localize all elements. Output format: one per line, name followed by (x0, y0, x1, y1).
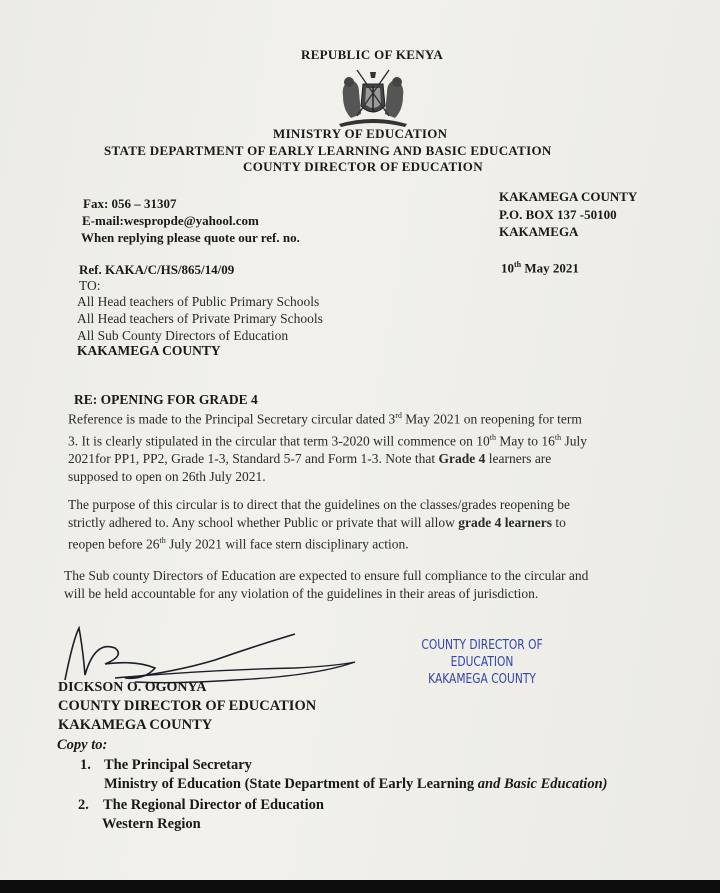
paragraph-1-line: 2021for PP1, PP2, Grade 1-3, Standard 5-7 and Form 1-3. Note that Grade 4 learners are (68, 451, 552, 466)
recipient-item: All Head teachers of Private Primary Schools (77, 311, 323, 326)
state-department-heading: STATE DEPARTMENT OF EARLY LEARNING AND BASIC EDUCATION (104, 143, 552, 158)
paragraph-2 (68, 496, 678, 554)
email-address: E-mail:wespropde@yahool.com (82, 213, 259, 228)
copy-item-number: 2. (78, 797, 89, 813)
address-town: KAKAMEGA (499, 224, 579, 239)
recipient-item: All Sub County Directors of Education (77, 328, 289, 343)
fax-number: Fax: 056 – 31307 (83, 196, 177, 211)
coat-of-arms-icon (333, 66, 413, 128)
signatory-county: KAKAMEGA COUNTY (58, 717, 213, 733)
ministry-heading: MINISTRY OF EDUCATION (273, 126, 448, 141)
copy-to-label: Copy to: (57, 737, 108, 753)
copy-item-number: 1. (80, 757, 91, 773)
paragraph-3-line: will be held accountable for any violation of the guidelines in their areas of jurisdiction. (64, 586, 539, 601)
paragraph-1-line: Reference is made to the Principal Secretary circular dated 3rd May 2021 on reopening for term (68, 411, 582, 427)
to-label: TO: (79, 278, 101, 293)
reference-number: Ref. KAKA/C/HS/865/14/09 (79, 262, 235, 277)
copy-item-title: The Regional Director of Education (103, 797, 324, 813)
paragraph-2-line: The purpose of this circular is to direct that the guidelines on the classes/grades reopening be (68, 497, 570, 512)
paragraph-3-line: The Sub county Directors of Education are expected to ensure full compliance to the circular and (64, 568, 589, 583)
official-stamp (408, 637, 556, 688)
paragraph-1-line: supposed to open on 26th July 2021. (68, 469, 266, 484)
paragraph-1 (68, 407, 678, 486)
stamp-line: EDUCATION (450, 655, 514, 670)
copy-item-detail: Ministry of Education (State Department of Early Learning and Basic Education) (104, 776, 608, 792)
stamp-line: KAKAMEGA COUNTY (428, 672, 536, 687)
signatory-name: DICKSON O. OGONYA (58, 680, 207, 695)
bottom-edge (0, 880, 720, 893)
county-director-heading: COUNTY DIRECTOR OF EDUCATION (243, 159, 483, 174)
address-po-box: P.O. BOX 137 -50100 (499, 207, 617, 222)
reply-note: When replying please quote our ref. no. (81, 230, 300, 245)
recipient-county: KAKAMEGA COUNTY (77, 343, 221, 358)
paragraph-1-line: 3. It is clearly stipulated in the circular that term 3-2020 will commence on 10th May to 16th July (68, 432, 587, 448)
stamp-line: COUNTY DIRECTOR OF (421, 638, 543, 653)
paragraph-2-line: reopen before 26th July 2021 will face stern disciplinary action. (68, 536, 409, 552)
letter-date: 10th May 2021 (501, 260, 579, 276)
paragraph-3 (64, 567, 674, 603)
copy-item-title: The Principal Secretary (104, 757, 252, 773)
signatory-title: COUNTY DIRECTOR OF EDUCATION (58, 698, 317, 714)
recipient-item: All Head teachers of Public Primary Schools (77, 294, 320, 309)
copy-item-detail: Western Region (102, 816, 201, 832)
republic-heading: REPUBLIC OF KENYA (301, 47, 444, 62)
address-county: KAKAMEGA COUNTY (499, 189, 638, 204)
paragraph-2-line: strictly adhered to. Any school whether Public or private that will allow grade 4 learners to (68, 515, 566, 530)
subject-line: RE: OPENING FOR GRADE 4 (74, 392, 258, 407)
